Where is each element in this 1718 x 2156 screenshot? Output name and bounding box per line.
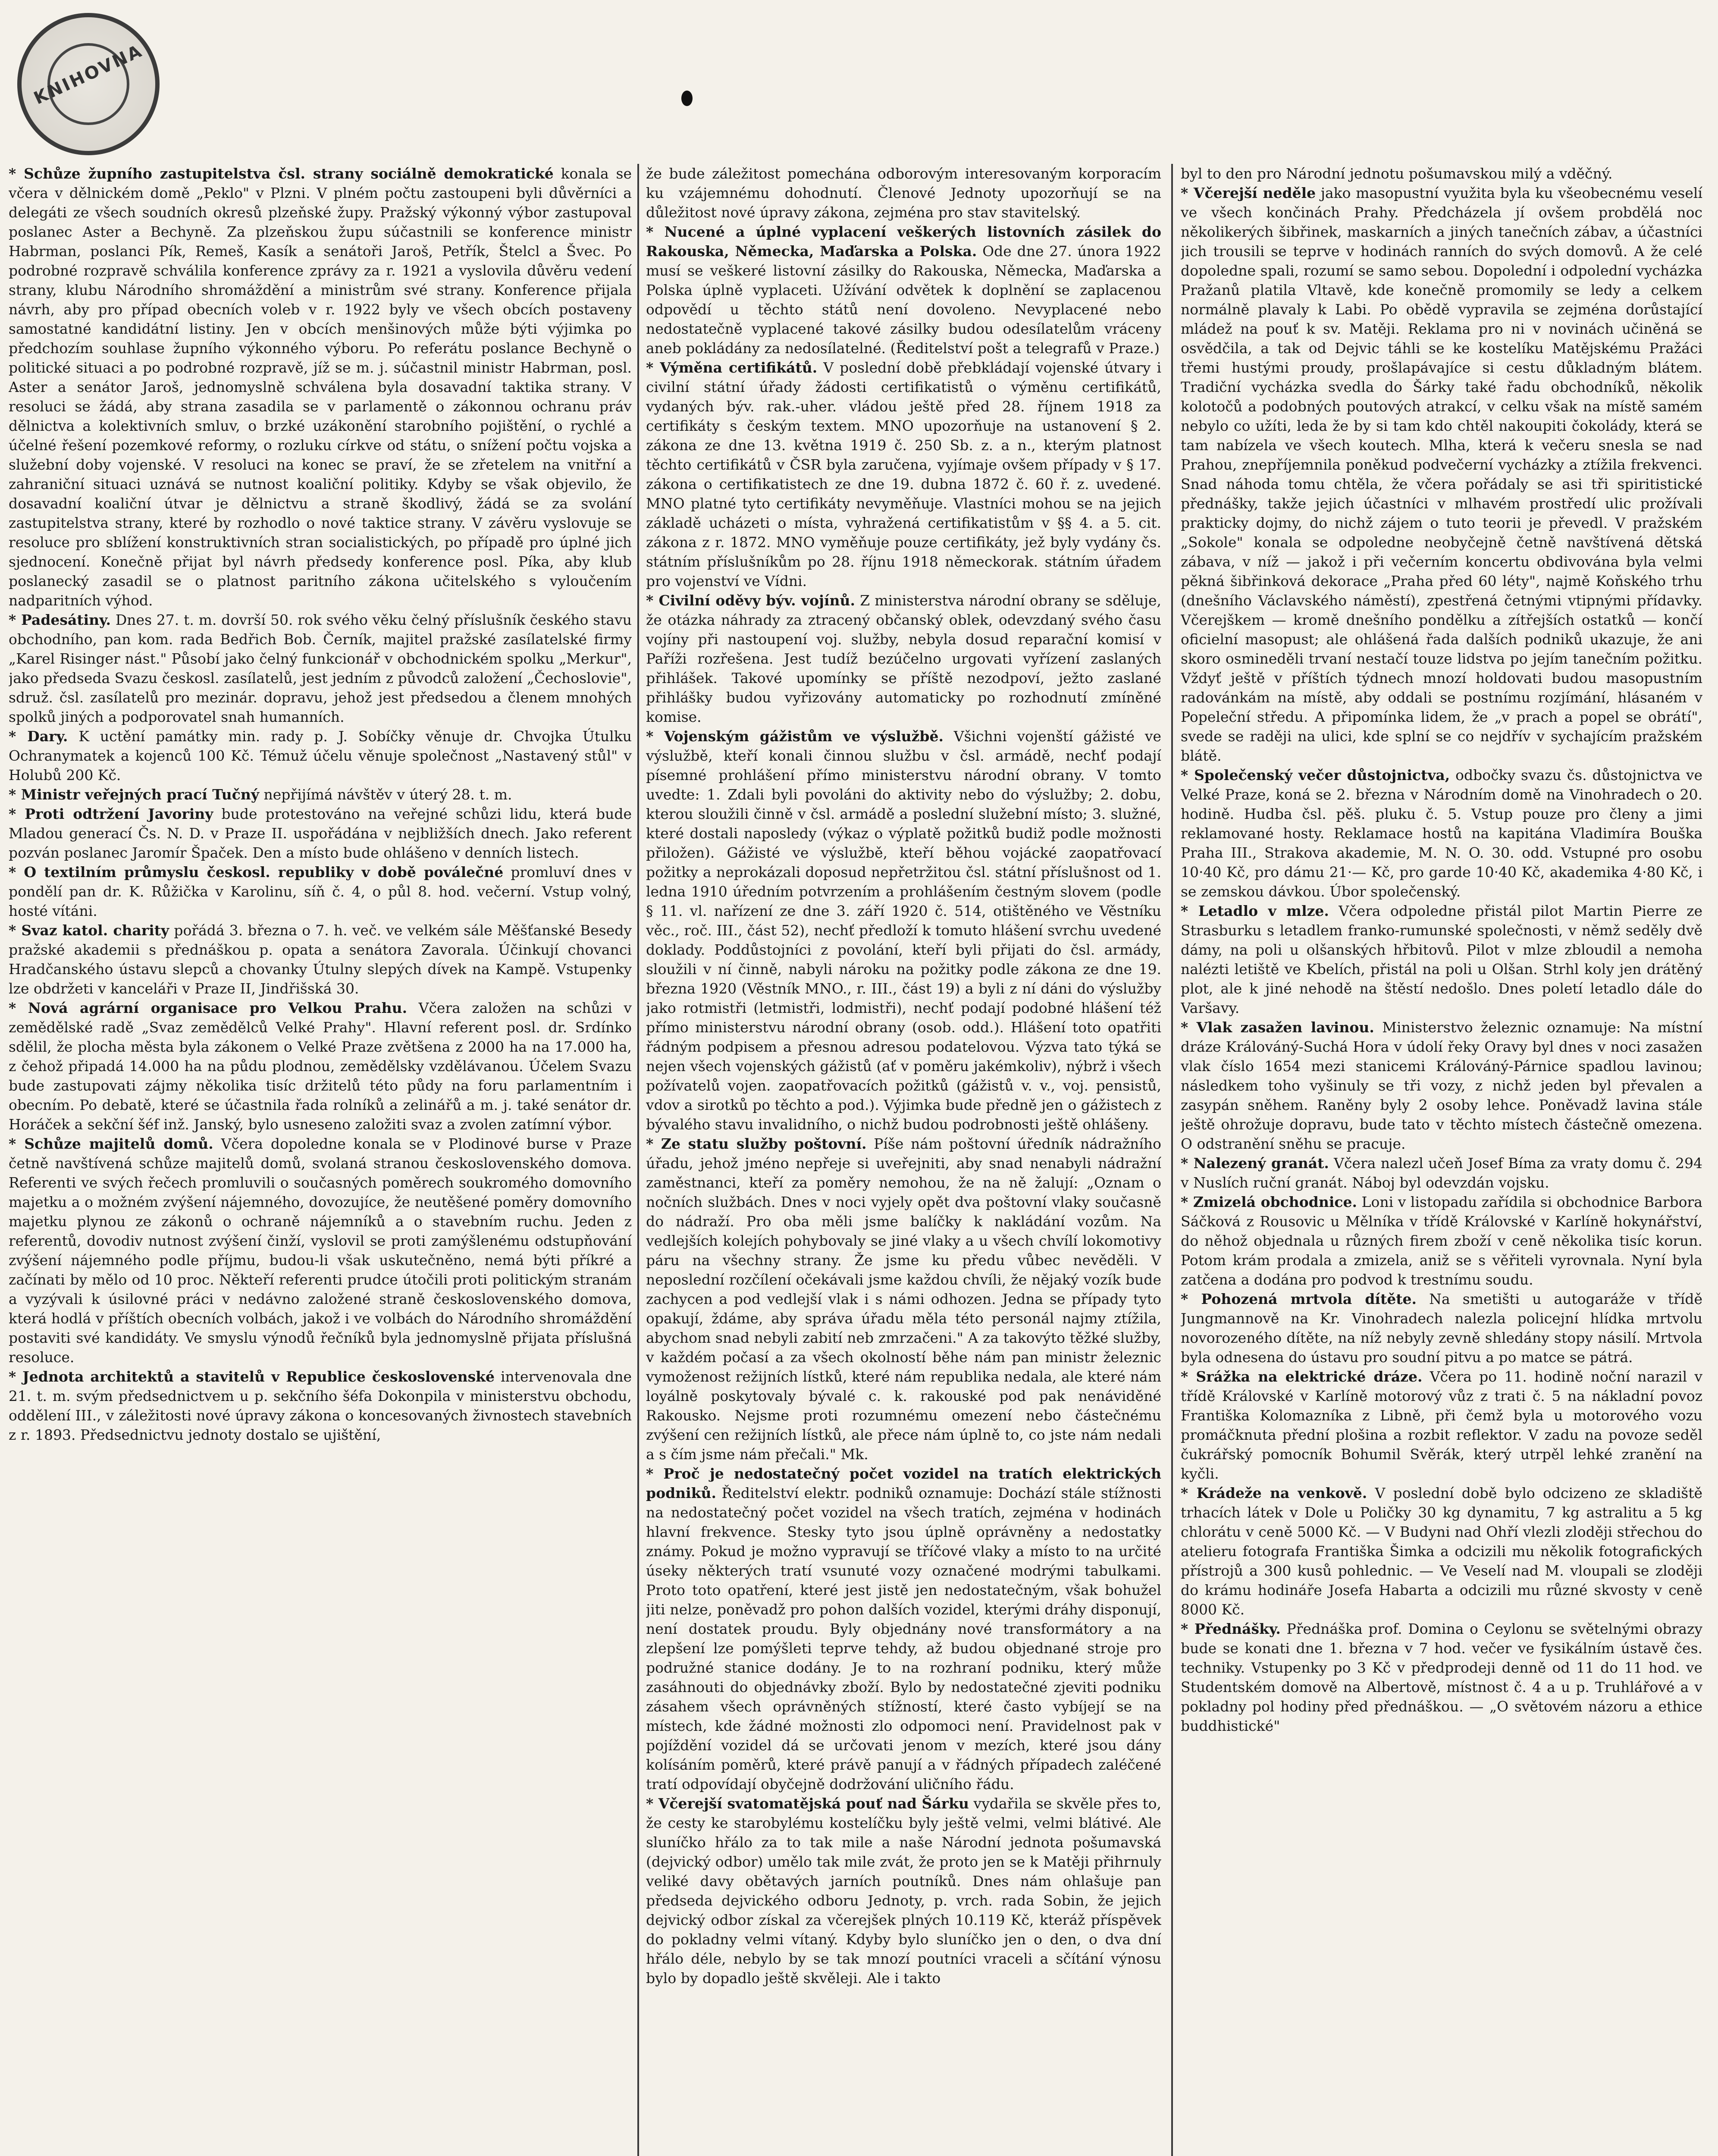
news-item-headline: * Proti odtržení Javoriny (9, 805, 213, 822)
news-item (1181, 1289, 1702, 1367)
news-item-headline: * Padesátiny. (9, 611, 111, 628)
news-item-body: byl to den pro Národní jednotu pošumavskou milý a vděčný. (1181, 165, 1613, 182)
spacer (1417, 1291, 1429, 1307)
news-item (646, 358, 1161, 591)
spacer (855, 592, 860, 609)
news-item-headline: * Srážka na elektrické dráze. (1181, 1368, 1423, 1385)
spacer (495, 1368, 501, 1385)
news-item-headline: * Vlak zasažen lavinou. (1181, 1019, 1374, 1036)
spacer (716, 1485, 721, 1501)
news-item-headline: * Ze statu služby poštovní. (646, 1135, 867, 1152)
stamp-text: KNIHOVNA (31, 41, 146, 109)
news-item (1181, 1367, 1702, 1483)
spacer (867, 1135, 874, 1152)
news-item-body: V poslední době bylo odcizeno ze skladiště trhacích látek v Dole u Poličky 30 kg dynamitu, 7 kg astralitu a 5 kg chlorátu v ceně 5000 Kč. — V Budyni nad Ohří vlezli zloději střechou do atelieru fotografa Františka Šimka a odcizili mu několik fotografických přístrojů a 300 kusů pohlednic. — Ve Veselí nad M. vloupali se zloději do krámu hodináře Josefa Habarta a odcizili mu různé skvosty v ceně 8000 Kč. (1181, 1485, 1702, 1618)
news-item (9, 1134, 632, 1367)
news-item (646, 591, 1161, 727)
news-item-headline: * Proč je nedostatečný počet vozidel na tratích elektrických podniků. (646, 1465, 1161, 1501)
news-item-body: Včera nalezl učeň Josef Bíma za vraty domu č. 294 v Nuslích ruční granát. Náboj byl odevzdán vojsku. (1181, 1155, 1702, 1191)
news-item-headline: * Svaz katol. charity (9, 922, 169, 939)
news-item (9, 998, 632, 1134)
news-item-body: vydařila se skvěle přes to, že cesty ke starobylému kostelíčku byly ještě velmi, velmi blátivé. Ale sluníčko hřálo za to tak mile a naše Národní jednota pošumavská (dejvický odbor) umělo tak mile zvát, že proto jen se k Matěji přihrnuly veliké davy obětavých jarních poutníků. Dnes nám ohlašuje pan předseda dejvického odboru Jednoty, p. vrch. rada Sobin, že jejich dejvický odbor získal za včerejšek plných 10.119 Kč, kteráž příspěvek do pokladny velmi vítaný. Kdyby bylo sluníčko jen o den, o dva dní hřálo déle, nebylo by se tak mnozí poutníci vraceli a sčítání výnosu bylo by dopadlo ještě skvěleji. Ale i takto (646, 1795, 1161, 1987)
news-item (646, 1464, 1161, 1794)
spacer (1316, 185, 1321, 201)
column-3 (1181, 164, 1702, 2156)
news-item-body: Včera založen na schůzi v zemědělské radě „Svaz zemědělců Velké Prahy". Hlavní referent posl. dr. Srdínko sdělil, že plocha města byla zákonem o Velké Praze zvětšena z 2000 ha na 17.000 ha, z čehož připadá 14.000 ha na půdu plodnou, zemědělsky vzdělávanou. Účelem Svazu bude zastupovati zájmy několika tisíc držitelů této půdy na foru parlamentním i obecním. Po debatě, které se účastnila řada rolníků a zelinářů a m. j. také senátor dr. Horáček a sekční šéf inž. Janský, bylo usneseno založiti svaz a zvolen zatímní výbor. (9, 1000, 632, 1133)
news-item (1181, 765, 1702, 901)
news-item-body: Včera dopoledne konala se v Plodinové burse v Praze četně navštívená schůze majitelů domů, svolaná stranou československého domova. Referenti ve svých řečech promluvili o současných poměrech soukromého domovního majetku a o možném zvýšení nájemného, dovozujíce, že neutěšené poměry domovního majetku plynou ze zákonů o ochraně nájemníků a o stavebním ruchu. Jeden z referentů, dovodiv nutnost zvýšení činží, vyslovil se proti zamýšlenému odstupňování zvýšení nájemného podle příjmu, budou-li však uskutečněno, nemá býti příkré a začínati by mělo od 10 proc. Někteří referenti prudce útočili proti politickým stranám a vyzývali k úsilovné práci v nedávno založené straně československého domova, která hodlá v příštích obecních volbách, jakož i ve volbách do Národního shromáždění postaviti své kandidáty. Ve smyslu výnodů řečníků byla jednomyslně přijata příslušná resoluce. (9, 1135, 632, 1366)
news-item-headline: * Civilní oděvy býv. vojínů. (646, 592, 855, 609)
spacer (969, 1795, 974, 1812)
news-item-body: K uctění památky min. rady p. J. Sobíčky věnuje dr. Chvojka Útulku Ochranymatek a kojenců 100 Kč. Témuž účelu věnuje společnost „Nastavený stůl" v Holubů 200 Kč. (9, 728, 632, 783)
news-item (1181, 1153, 1702, 1192)
news-item-body: Včera odpoledne přistál pilot Martin Pierre ze Strasburku s letadlem franko-rumunské společnosti, v němž seděly dvě dámy, na poli u olšanských hřbitovů. Pilot v mlze zbloudil a nemoha nalézti letiště ve Kbelích, přistál na poli u Olšan. Strhl koly jen drátěný plot, ale k jiné nehodě na štěstí nedošlo. Dnes poletí letadlo dále do Varšavy. (1181, 903, 1702, 1016)
news-item-body: Přednáška prof. Domina o Ceylonu se světelnými obrazy bude se konati dne 1. března v 7 hod. večer ve fysikálním ústavě čes. techniky. Vstupenky po 3 Kč v předprodeji denně od 11 do 11 hod. ve Studentském domově na Albertově, místnost č. 4 a u p. Truhlářové a v pokladny pol hodiny před přednáškou. — „O světovém názoru a ethice buddhistické" (1181, 1620, 1702, 1734)
column-rule (637, 164, 639, 2156)
news-item-headline: * Schůze majitelů domů. (9, 1135, 213, 1152)
news-item (646, 222, 1161, 358)
news-item (9, 804, 632, 862)
news-item-headline: * Výměna certifikátů. (646, 359, 818, 376)
news-item (9, 727, 632, 785)
news-item-body: Ode dne 27. února 1922 musí se veškeré listovní zásilky do Rakouska, Německa, Maďarska a Polska úplně vyplaceti. Užívání odvětek k doplnění se zaplacenou odpovědí u těchto států není dovoleno. Nevyplacené nebo nedostatečně vyplacené takové zásilky budou odesílatelům vráceny aneb pokládány za nedosílatelné. (Ředitelství pošt a telegrafů v Praze.) (646, 243, 1161, 357)
news-item-headline: * O textilním průmyslu českosl. republiky v době poválečné (9, 864, 504, 881)
news-item-headline: * Nalezený granát. (1181, 1155, 1329, 1172)
news-item (1181, 1483, 1702, 1619)
news-item-body: konala se včera v dělnickém domě „Peklo" v Plzni. V plném počtu zastoupeni byli důvěrníci a delegáti ze všech soudních okresů plzeňské župy. Pražský výkonný výbor zastupoval poslanec Aster a Bechyně. Za plzeňskou župu súčastnili se konference ministr Habrman, poslanci Pík, Remeš, Kasík a senátoři Jaroš, Petřík, Štelcl a Švec. Po podrobné rozpravě schválila konference zprávy za r. 1921 a vyslovila důvěru vedení strany, klubu Národního shromáždění a ministrům své strany. Konference přijala návrh, aby pro případ obecních voleb v r. 1922 byly ve všech obcích postaveny samostatné kandidátní listiny. Jen v obcích menšinových může býti výjimka po předchozím souhlase župního výkonného výboru. Po referátu poslance Bechyně o politické situaci a po podrobné rozpravě, jíž se m. j. súčastnil ministr Habrman, posl. Aster a senátor Jaroš, jednomyslně schválena byla dosavadní taktika strany. V resoluci se žádá, aby strana zasadila se v parlamentě o zákonnou ochranu práv dělnictva a kolektivních smluv, o brzké uzákonění starobního pojištění, o rychlé a účelné řešení pozemkové reformy, o rozluku církve od státu, o snížení počtu vojska a služební doby vojenské. V resoluci na konec se praví, že se zřetelem na vnitřní a zahraniční situaci uznává se nutnost koaliční politiky. Kdyby se však objevilo, že dosavadní koaliční útvar je dělnictvu a straně škodlivý, žádá se za svolání zastupitelstva strany, které by rozhodlo o nové taktice strany. V závěru vyslovuje se resoluce pro sblížení konstruktivních stran socialistických, po případě pro úplné jich sjednocení. Konečně přijat byl návrh předsedy konference posl. Píka, aby klub poslanecký zasadil se o platnost paritního zákona učitelského s vyloučením nadparitních výhod. (9, 165, 632, 609)
spacer (977, 243, 982, 260)
news-item-headline: * Letadlo v mlze. (1181, 903, 1329, 919)
news-item-body: bude protestováno na veřejné schůzi lidu, která bude Mladou generací Čs. N. D. v Praze II. uspořádána v nejbližších dnech. Jako referent pozván poslanec Jaromír Špaček. Den a místo bude ohlášeno v denních listech. (9, 805, 632, 861)
news-item (1181, 1619, 1702, 1736)
column-rule (1171, 164, 1173, 2156)
column-1 (9, 164, 632, 2156)
news-item-body: Ředitelství elektr. podniků oznamuje: Dochází stále stížnosti na nedostatečný počet vozidel na všech tratích, zejména v hodinách hlavní frekvence. Stesky tyto jsou úplně oprávněny a nedostatky známy. Pokud je možno vypravují se tříčové vlaky a místo to na určité úseky některých tratí vsunuté vozy označené modrými tabulkami. Proto toto opatření, které jest jistě jen nedostatečným, však bohužel jiti nelze, poněvadž pro pohon dalších vozidel, kterými dráhy disponují, není dostatek proudu. Byly objednány nové transformátory a na zlepšení lze pomýšleti teprve tehdy, až budou objednané stroje pro podružné stanice dodány. Je to na rozhraní podniku, který může zasáhnouti do objednávky zboží. Bylo by nedostatečné zjeviti podniku zásahem všech oprávněných stížností, které často vybíjejí se na místech, kde žádné možnosti zlo odpomoci není. Pravidelnost pak v pojíždění vozidel dá se určovati jenom v mezích, které jsou dány kolísáním poměrů, které právě panují a v řádných případech zaléčené tratí odpovídají obyčejně dodržování uličního řádu. (646, 1485, 1161, 1792)
news-item-body: nepřijímá návštěv v úterý 28. t. m. (263, 786, 512, 803)
spacer (1423, 1368, 1430, 1385)
spacer (1329, 903, 1339, 919)
news-item (9, 862, 632, 921)
spacer (1329, 1155, 1334, 1172)
news-item (9, 785, 632, 804)
news-item-headline: * Ministr veřejných prací Tučný (9, 786, 260, 803)
news-item-headline: * Nová agrární organisace pro Velkou Prahu. (9, 1000, 408, 1016)
news-item (646, 1794, 1161, 1988)
news-item (9, 1367, 632, 1445)
spacer (554, 165, 561, 182)
spacer (1367, 1485, 1375, 1501)
spacer (169, 922, 174, 939)
news-item (9, 921, 632, 998)
news-item (1181, 901, 1702, 1018)
news-item-body: Na smetišti u autogaráže v třídě Jungmannově na Kr. Vinohradech nalezla policejní hlídka mrtvolu novorozeného dítěte, na níž nebyly zevně shledány stopy násilí. Mrtvola byla odnesena do ústavu pro soudní pitvu a po matce se pátrá. (1181, 1291, 1702, 1366)
news-item-headline: * Krádeže na venkově. (1181, 1485, 1367, 1501)
spacer (817, 359, 823, 376)
news-item-body: že bude záležitost pomechána odborovým interesovaným korporacím ku vzájemnému dohodnutí. Členové Jednoty upozorňují se na důležitost nové úpravy zákona, zejména pro stav stavitelský. (646, 165, 1161, 221)
news-item-body: Dnes 27. t. m. dovrší 50. rok svého věku čelný příslušník českého stavu obchodního, pan kom. rada Bedřich Bob. Černík, majitel pražské zasílatelské firmy „Karel Risinger nást." Působí jako čelný funkcionář v obchodnickém spolku „Merkur", jako předseda Svazu českosl. zasílatelů, jest jedním z původců založení „Čechoslovie", sdruž. čsl. zasílatelů pro mezinár. dopravu, jehož jest předsedou a členem mnohých spolků jiných a podporovatel snah humanních. (9, 611, 632, 725)
news-item-headline: * Zmizelá obchodnice. (1181, 1194, 1357, 1210)
news-item-headline: * Nucené a úplné vyplacení veškerých listovních zásilek do Rakouska, Německa, Maďarska a Polska. (646, 223, 1161, 260)
news-item (1181, 1192, 1702, 1289)
news-item (1181, 1018, 1702, 1153)
spacer (111, 611, 116, 628)
spacer (1450, 767, 1455, 783)
news-item-headline: * Společenský večer důstojnictva, (1181, 767, 1450, 783)
news-item-headline: * Jednota architektů a stavitelů v Republice československé (9, 1368, 495, 1385)
news-item (646, 164, 1161, 222)
news-item-headline: * Včerejší neděle (1181, 185, 1316, 201)
news-item-body: intervenovala dne 21. t. m. svým předsednictvem u p. sekčního šéfa Dokonpila v ministerstvu obchodu, oddělení III., v záležitosti nové úpravy zákona o koncesovaných živnostech stavebních z r. 1893. Předsednictvu jednoty dostalo se ujištění, (9, 1368, 632, 1443)
news-item-body: promluví dnes v pondělí pan dr. K. Růžička v Karolinu, síň č. 4, o půl 8. hod. večerní. Vstup volný, hosté vítáni. (9, 864, 632, 919)
news-item-body: Ministerstvo železnic oznamuje: Na místní dráze Králováný-Suchá Hora v údolí řeky Oravy byl dnes v noci zasažen vlak číslo 1654 mezi stanicemi Králováný-Párnice spadlou lavinou; následkem toho vyšinuly se tři vozy, z nichž jeden byl převalen a zasypán sněhem. Raněny byly 2 osoby lehce. Poněvadž lavina stále ještě ohrožuje dopravu, bude tato v těchto místech částečně omezena. O odstranění sněhu se pracuje. (1181, 1019, 1702, 1152)
news-item-headline: * Včerejší svatomatějská pouť nad Šárku (646, 1795, 969, 1812)
news-item-headline: * Schůze župního zastupitelstva čsl. strany sociálně demokratické (9, 165, 554, 182)
spacer (213, 1135, 221, 1152)
news-item (1181, 183, 1702, 765)
news-item (646, 727, 1161, 1134)
spacer (944, 728, 954, 745)
news-item-body: pořádá 3. března o 7. h. več. ve velkém sále Měšťanské Besedy pražské akademii s přednáškou p. opata a senátora Zavorala. Účinkují chovanci Hradčanského ústavu slepců a chovanky Útulny slepých dívek na Kampě. Vstupenky lze obdržeti v kanceláři v Praze II, Jindřišská 30. (9, 922, 632, 997)
news-item-body: Všichni vojenští gážisté ve výslužbě, kteří konali činnou službu v čsl. armádě, nechť podají písemné prohlášení přímo ministerstvu národní obrany. V tomto uvedte: 1. Zdali byli povoláni do aktivity nebo do výslužby; 2. dobu, kterou sloužili činně v čsl. armádě a poslední služební místo; 3. služné, které dostali naposledy (výkaz o výplatě požitků budiž podle možnosti přiložen). Gážisté ve výslužbě, kteří běhou vojácké zaopatřovací požitky a neprokázali doposud nepřetržitou čsl. státní příslušnost od 1. ledna 1910 úředním potvrzením a prohlášením čestným slovem (podle § 11. vl. nařízení ze dne 3. září 1920 č. 514, otištěného ve Věstníku věc., roč. III., část 52), nechť předloží k tomuto hlášení svrchu uvedené doklady. Poddůstojníci z povolání, kteří byli přijati do čsl. armády, sloužili v ní činně, nabyli nároku na požitky podle zákona ze dne 19. března 1920 (Věstník MNO., r. III., část 19) a byli z ní dáni do výslužby jako rotmistři (letmistři, lodmistři), nechť podají podobné hlášení též přímo ministerstvu národní obrany (osob. odd.). Hlášení toto opatřiti řádným podpisem a přesnou adresou podatelovou. Výzva tato týká se nejen všech vojenských gážistů (ať v poměru jakémkoliv), nýbrž i všech požívatelů vojen. zaopatřovacích požitků (gážistů v. v., voj. pensistů, vdov a sirotků po těchto a pod.). Výjimka bude předně jen o gážistech z bývalého stavu invalidního, o nichž budou podrobnosti ještě ohlášeny. (646, 728, 1161, 1133)
spacer (503, 864, 511, 881)
news-item-body: Píše nám poštovní úředník nádražního úřadu, jehož jméno nepřeje si uveřejniti, aby snad nenabyli nádražní zaměstnanci, kteří za poměry nemohou, že na ně žalují: „Oznam o nočních službách. Dnes v noci vyjely opět dva poštovní vlaky současně do nádraží. Pro oba měli jsme balíčky k nakládání vozům. Na vedlejších kolejích pohybovaly se jiné vlaky a u všech chvílí lokomotivy páru na všechny strany. Že jsme ku předu vůbec nevěděli. V neposlední rozčílení očekávali jsme každou chvíli, že nějaký vozík bude zachycen a pod vedlejší vlak i s námi odhozen. Jedna se případy tyto opakují, ždáme, aby správa úřadu měla této personál najmy ztížila, abychom snad nebyli zabití neb zmrzačeni." A za takovýto těžké služby, v každém počasí a za všech okolností běhe nám pan ministr železnic vymoženost režijních lístků, které nám republika nedala, ale které nám loyálně poskytovaly bývalé c. k. rakouské pod pak nenáviděné Rakousko. Nejsme proti rozumnému omezení nebo částečnému zvýšení cen režijních lístků, ale přece nám úplně to, co jste nám nedali a s čím jsme nám přečali." Mk. (646, 1135, 1161, 1463)
spacer (1374, 1019, 1382, 1036)
news-item (1181, 164, 1702, 183)
spacer (68, 728, 78, 745)
spacer (259, 786, 264, 803)
news-item (9, 610, 632, 727)
news-item-body: jako masopustní využita byla ku všeobecnému veselí ve všech končinách Prahy. Předcházela jí ovšem probdělá noc několikerých šibřinek, maskarních a jiných tanečních zábav, a účastníci jich trousili se teprve v hodinách ranních do svých domovů. A že celé dopoledne spali, rozumí se samo sebou. Dopolední i odpolední vycházka Pražanů platila Vltavě, kde konečně promomily se ledy a celkem normálně plavaly k Labi. Po obědě vypravila se zejména dorůstající mládež na pouť k sv. Matěji. Reklama pro ni v novinách učiněná se osvědčila, a tak od Dejvic táhli se ke kostelíku Matějskému Pražáci třemi hustými proudy, prošlapávajíce si cestu důkladným blátem. Tradiční vycházka svedla do Šárky také řadu obchodníků, několik kolotočů a podobných poutových atrakcí, v celku však na místě samém nebylo co užíti, leda že by si tam kdo chtěl nakoupiti čokolády, která se tam nabízela ve všech koutech. Mlha, která k večeru snesla se nad Prahou, znepříjemnila poněkud podvečerní vycházky a ztížila frekvenci. Snad náhoda tomu chtěla, že včera pořádaly se asi tři spiritistické přednášky, takže jejich účastníci v mlhavém prostředí ulic prožívali prakticky dojmy, do nichž zájem o tuto teorii je převedl. V pražském „Sokole" konala se odpoledne neobyčejně četně navštívená dětská zábava, v níž — jakož i při večerním koncertu obdivována byla velmi pěkná šibřinková dekorace „Praha před 60 léty", najmě Koňského trhu (dnešního Václavského náměstí), zpestřená četnými vtipnými přídavky. Včerejškem — kromě dnešního pondělku a zítřejších ostatků — končí oficielní masopust; ale ohlášená řada dalších podniků ukazuje, že ani skoro osmineděli trvaní nestačí touze lidstva po jejím tanečním požitku. Vždyť ještě v příštích týdnech mnozí holdovati budou masopustním radovánkám na místě, aby oddali se postnímu rozjímání, hlásaném v Popeleční středu. A připomínka lidem, že „v prach a popel se obrátí", svede se raději na ulici, kde splní se co nejdřív v sychajícím pražském blátě. (1181, 185, 1702, 764)
spacer (1281, 1620, 1287, 1637)
spacer (213, 805, 221, 822)
news-item (9, 164, 632, 610)
news-item-body: odbočky svazu čs. důstojnictva ve Velké Praze, koná se 2. března v Národním domě na Vinohradech o 20. hodině. Hudba čsl. pěš. pluku č. 5. Vstup pouze pro členy a jimi reklamované hosty. Reklamace hostů na kapitána Vladimíra Bouška Praha III., Strakova akademie, M. N. O. 30. odd. Vstupné pro osobu 10·40 Kč, pro dámu 21·— Kč, pro garde 10·40 Kč, akademika 4·80 Kč, i se zemskou dávkou. Úbor společenský. (1181, 767, 1702, 900)
news-item-body: Včera po 11. hodině noční narazil v třídě Královské v Karlíně motorový vůz z trati č. 5 na nákladní povoz Františka Kolomazníka z Libně, při čemž byla u motorového vozu promáčknuta přední plošina a rozbit reflektor. V zadu na povoze seděl čukrářský pomocník Bohumil Svěrák, který utrpěl lehké zranění na kyčli. (1181, 1368, 1702, 1482)
news-item-body: Loni v listopadu zařídila si obchodnice Barbora Sáčková z Rousovic u Mělníka v třídě Královské v Karlíně hokynářství, do něhož objednala u různých firem zboží v ceně několika tisíc korun. Potom krám prodala a zmizela, aniž se s věřiteli vyrovnala. Nyní byla zatčena a dodána pro podvod k trestnímu soudu. (1181, 1194, 1702, 1288)
spacer (1357, 1194, 1362, 1210)
news-item (646, 1134, 1161, 1464)
news-item-body: Z ministerstva národní obrany se sděluje, že otázka náhrady za ztracený občanský oblek, odevzdaný svého času vojíny při nastoupení voj. služby, nebyla dosud reparační komisí v Paříži rozřešena. Jest tudíž bezúčelno urgovati vyřízení zaslaných přihlášek. Takové upomínky se příště nezodpoví, ježto zaslané přihlášky budou vyřizovány automaticky po rozhodnutí zmíněné komise. (646, 592, 1161, 725)
news-item-body: V poslední době přebkládají vojenské útvary i civilní státní úřady žádosti certifikatistů o výměnu certifikátů, vydaných býv. rak.-uher. vládou ještě před 28. říjnem 1918 za certifikáty s českým textem. MNO upozorňuje na ustanovení § 2. zákona ze dne 13. května 1919 č. 250 Sb. z. a n., kterým platnost těchto certifikátů v ČSR byla zaručena, vyjímaje ovšem případy v § 17. zákona o certifikatistech ze dne 19. dubna 1872 č. 60 ř. z. uvedené. MNO platné tyto certifikáty nevyměňuje. Vlastníci mohou se na jejich základě ucházeti o místa, vyhražená certifikatistům v §§ 4. a 5. cit. zákona z r. 1872. MNO vyměňuje pouze certifikáty, jež byly vydány čs. státním příslušníkům po 28. říjnu 1918 německorak. státním úřadem pro vojenství ve Vídni. (646, 359, 1161, 589)
ink-dot (681, 91, 693, 106)
news-item-headline: * Dary. (9, 728, 68, 745)
news-item-headline: * Vojenským gážistům ve výslužbě. (646, 728, 944, 745)
column-2 (646, 164, 1161, 2156)
news-item-headline: * Pohozená mrtvola dítěte. (1181, 1291, 1417, 1307)
library-stamp (17, 13, 160, 155)
news-item-headline: * Přednášky. (1181, 1620, 1281, 1637)
spacer (407, 1000, 419, 1016)
